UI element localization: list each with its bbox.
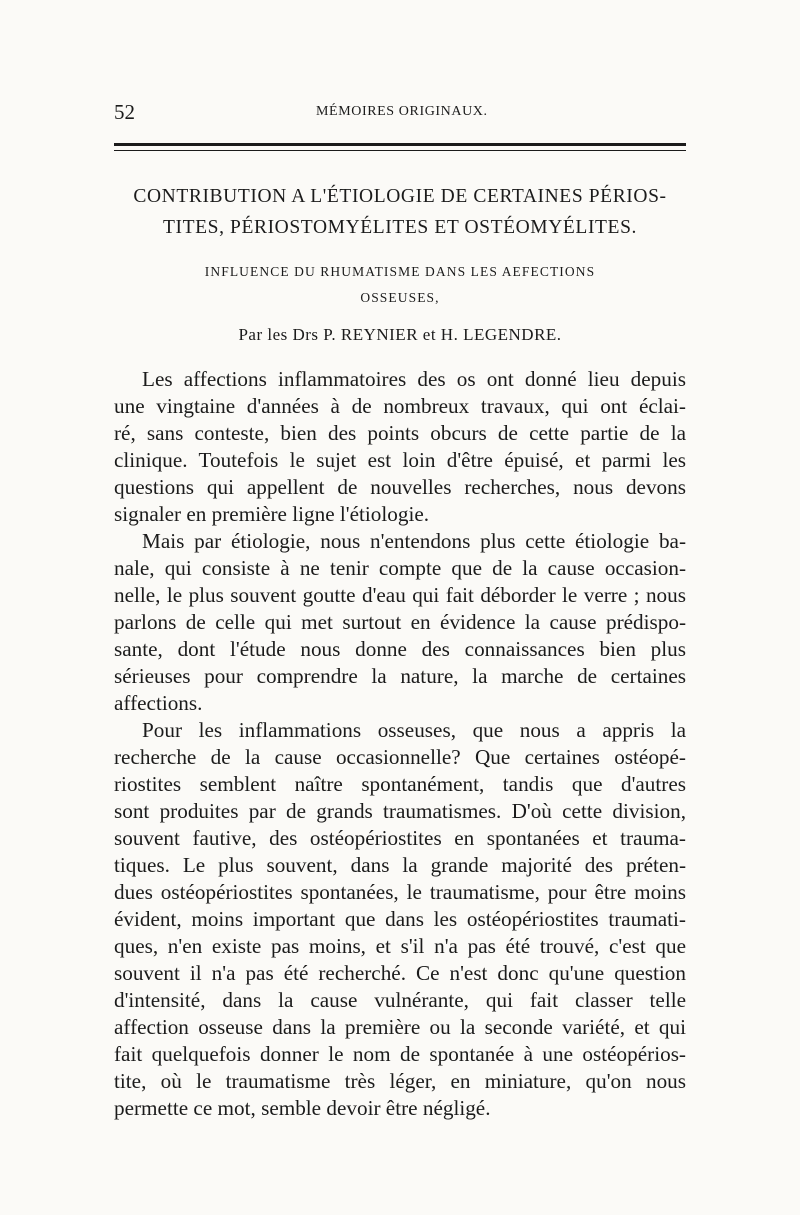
body-line: sont produites par de grands traumatismes. D'où cette division, xyxy=(114,799,686,823)
body-line: une vingtaine d'années à de nombreux travaux, qui ont éclai- xyxy=(114,394,686,418)
body-line: évident, moins important que dans les ostéopériostites traumati- xyxy=(114,907,686,931)
body-line: recherche de la cause occasionnelle? Que certaines ostéopé- xyxy=(114,745,686,769)
body-line: tite, où le traumatisme très léger, en miniature, qu'on nous xyxy=(114,1069,686,1093)
body-line: nelle, le plus souvent goutte d'eau qui fait déborder le verre ; nous xyxy=(114,583,686,607)
article-body xyxy=(114,366,686,1122)
body-line: Les affections inflammatoires des os ont donné lieu depuis xyxy=(142,367,686,391)
body-line: ré, sans conteste, bien des points obcurs de cette partie de la xyxy=(114,421,686,445)
subtitle-line: INFLUENCE DU RHUMATISME DANS LES AEFECTIONS xyxy=(204,264,596,279)
body-line: tiques. Le plus souvent, dans la grande majorité des préten- xyxy=(114,853,686,877)
body-line: permette ce mot, semble devoir être négligé. xyxy=(114,1096,491,1120)
body-line: Pour les inflammations osseuses, que nous a appris la xyxy=(142,718,686,742)
body-line: questions qui appellent de nouvelles recherches, nous devons xyxy=(114,475,686,499)
body-line: signaler en première ligne l'étiologie. xyxy=(114,502,430,526)
body-line: sérieuses pour comprendre la nature, la marche de certaines xyxy=(114,664,686,688)
body-line: parlons de celle qui met surtout en évidence la cause prédispo- xyxy=(114,610,686,634)
body-line: souvent il n'a pas été recherché. Ce n'est donc qu'une question xyxy=(114,961,686,985)
title-line: CONTRIBUTION A L'ÉTIOLOGIE DE CERTAINES PÉRIOS- xyxy=(133,186,667,207)
body-line: fait quelquefois donner le nom de spontanée à une ostéopérios- xyxy=(114,1042,686,1066)
title-line: TITES, PÉRIOSTOMYÉLITES ET OSTÉOMYÉLITES. xyxy=(163,217,637,238)
header-rule-thin xyxy=(114,150,686,151)
body-line: Mais par étiologie, nous n'entendons plus cette étiologie ba- xyxy=(142,529,686,553)
header-rule-thick xyxy=(114,143,686,146)
running-title: MÉMOIRES ORIGINAUX. xyxy=(316,104,488,119)
page-header xyxy=(114,100,686,124)
body-line: clinique. Toutefois le sujet est loin d'être épuisé, et parmi les xyxy=(114,448,686,472)
authors-line: Par les Drs P. REYNIER et H. LEGENDRE. xyxy=(238,325,562,344)
body-line: riostites semblent naître spontanément, tandis que d'autres xyxy=(114,772,686,796)
subtitle-line: OSSEUSES, xyxy=(360,290,440,305)
article-title xyxy=(114,181,686,243)
body-line: sante, dont l'étude nous donne des connaissances bien plus xyxy=(114,637,686,661)
body-line: dues ostéopériostites spontanées, le traumatisme, pour être moins xyxy=(114,880,686,904)
body-line: ques, n'en existe pas moins, et s'il n'a pas été trouvé, c'est que xyxy=(114,934,686,958)
article-subtitle xyxy=(114,259,686,311)
body-line: d'intensité, dans la cause vulnérante, qui fait classer telle xyxy=(114,988,686,1012)
body-line: nale, qui consiste à ne tenir compte que de la cause occasion- xyxy=(114,556,686,580)
body-line: souvent fautive, des ostéopériostites en spontanées et trauma- xyxy=(114,826,686,850)
body-line: affection osseuse dans la première ou la seconde variété, et qui xyxy=(114,1015,686,1039)
page-number: 52 xyxy=(114,100,135,124)
body-line: affections. xyxy=(114,691,203,715)
